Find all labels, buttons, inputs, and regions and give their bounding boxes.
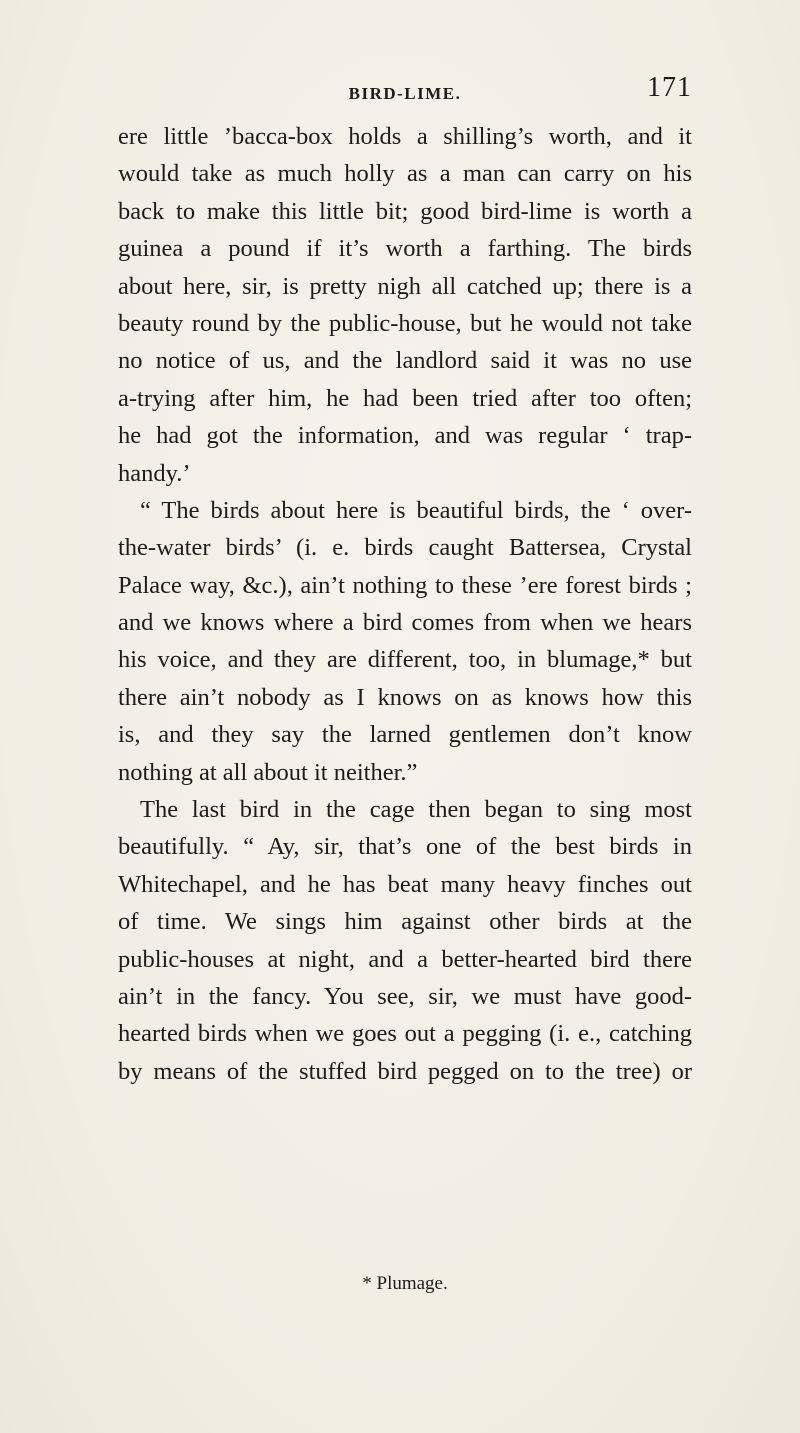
text-line: there ain’t nobody as I knows on as knows how this — [118, 683, 692, 711]
text-line: guinea a pound if it’s worth a farthing. The birds — [118, 235, 692, 263]
text-line: would take as much holly as a man can carry on his — [118, 160, 692, 188]
text-line: he had got the information, and was regular ‘ trap- — [118, 422, 692, 450]
text-line: ain’t in the fancy. You see, sir, we must have good- — [118, 982, 692, 1010]
footnote: * Plumage. — [362, 1273, 448, 1294]
text-line: nothing at all about it neither.” — [118, 758, 418, 786]
text-line: of time. We sings him against other birds at the — [118, 908, 692, 936]
text-line: “ The birds about here is beautiful birds, the ‘ over- — [140, 496, 692, 524]
text-line: the-water birds’ (i. e. birds caught Battersea, Crystal — [118, 534, 692, 562]
text-line: about here, sir, is pretty nigh all catched up; there is a — [118, 272, 692, 300]
text-line: Palace way, &c.), ain’t nothing to these ’ere forest birds ; — [118, 571, 692, 599]
text-line: is, and they say the larned gentlemen don’t know — [118, 721, 692, 749]
text-line: The last bird in the cage then began to sing most — [140, 796, 692, 824]
text-line: a-trying after him, he had been tried after too often; — [118, 384, 692, 412]
text-line: no notice of us, and the landlord said it was no use — [118, 347, 692, 375]
page-header — [118, 70, 692, 110]
text-line: ere little ’bacca-box holds a shilling’s worth, and it — [118, 123, 692, 150]
text-line: handy.’ — [118, 459, 191, 487]
text-line: back to make this little bit; good bird-lime is worth a — [118, 197, 692, 225]
text-line: by means of the stuffed bird pegged on to the tree) or — [118, 1057, 692, 1085]
body-text — [118, 118, 692, 1090]
text-line: his voice, and they are different, too, in blumage,* but — [118, 646, 692, 674]
text-line: beautifully. “ Ay, sir, that’s one of the best birds in — [118, 833, 692, 861]
page-number: 171 — [647, 72, 692, 103]
running-head: BIRD-LIME. — [348, 84, 462, 103]
text-line: and we knows where a bird comes from when we hears — [118, 609, 692, 637]
text-line: hearted birds when we goes out a pegging (i. e., catching — [118, 1020, 692, 1048]
text-line: beauty round by the public-house, but he would not take — [118, 309, 692, 337]
text-line: Whitechapel, and he has beat many heavy finches out — [118, 870, 692, 898]
text-line: public-houses at night, and a better-hearted bird there — [118, 945, 692, 973]
